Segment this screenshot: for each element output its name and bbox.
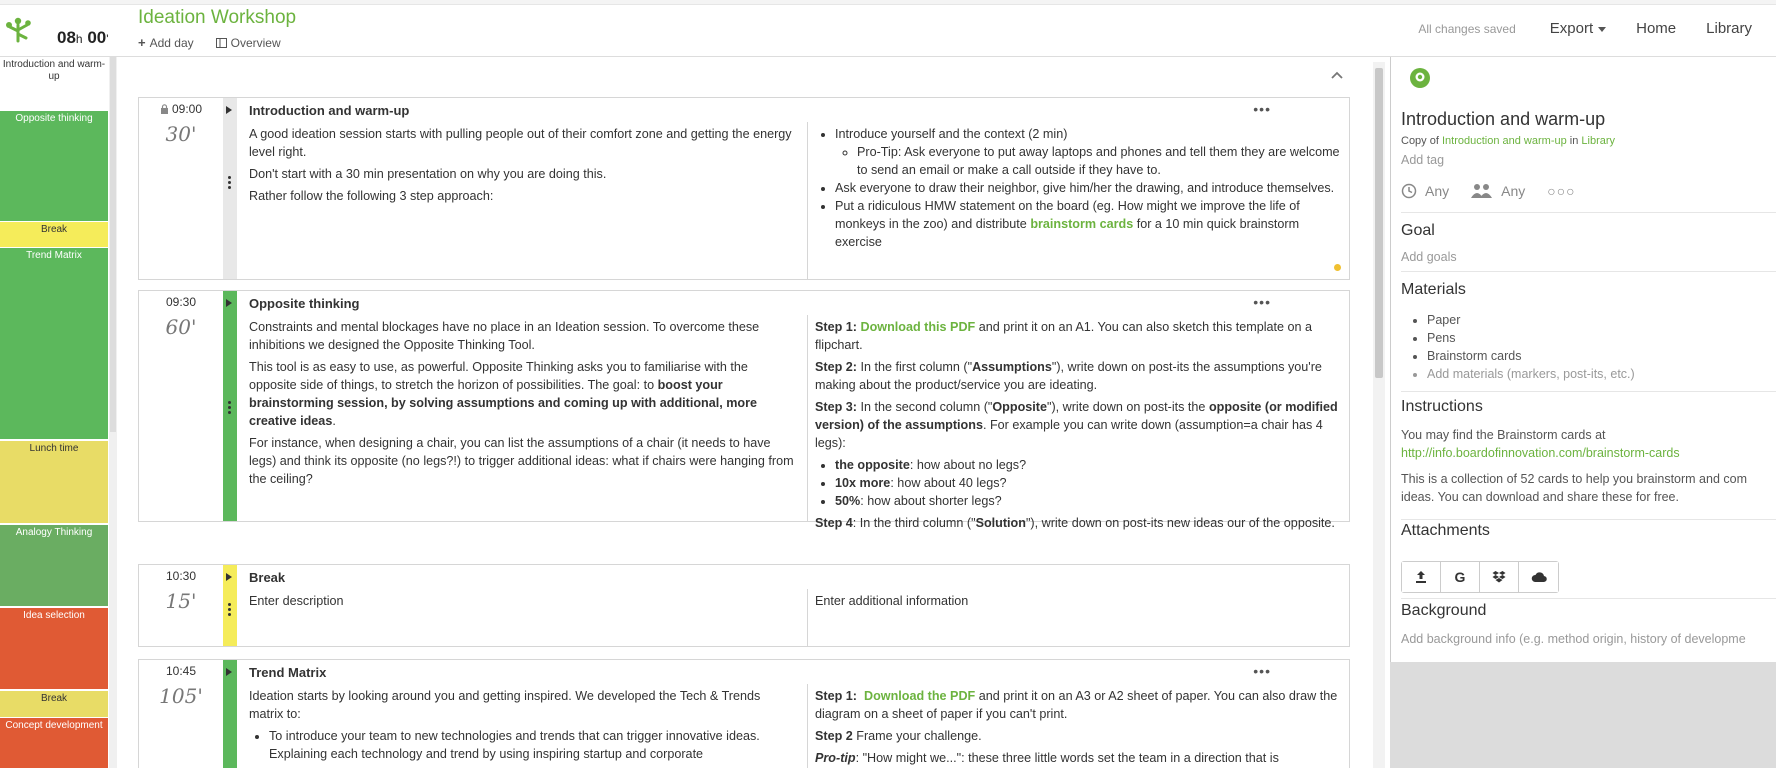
- column-divider: [807, 315, 808, 521]
- step-bold-text: opposite (or modified version) of the assumptions: [815, 400, 1338, 432]
- step-text: "), write down on post-its the assumptions you're making about the product/service you are ideating.: [815, 360, 1322, 392]
- block-time-column: [139, 660, 223, 768]
- block-time-column: [139, 98, 223, 279]
- instructions-text[interactable]: [1401, 426, 1747, 506]
- clock-icon: [1401, 183, 1417, 199]
- desc-paragraph: Rather follow the following 3 step approach:: [249, 189, 494, 203]
- instructions-line: You may find the Brainstorm cards at: [1401, 428, 1606, 442]
- tip-text: : "How might we...": these three little words set the team in a direction that is: [855, 751, 1279, 765]
- caret-down-icon: [1598, 27, 1606, 32]
- block-additional-info[interactable]: [815, 125, 1345, 251]
- desc-paragraph: Constraints and mental blockages have no place in an Ideation session. To overcome these inhibitions we designed the Opposite Thinking Tool.: [249, 320, 760, 352]
- duration-minutes-unit: ': [106, 32, 109, 46]
- step-text: Frame your challenge.: [852, 729, 982, 743]
- step-4: [815, 514, 1345, 532]
- desc-text: This tool is as easy to use, as powerful. Opposite Thinking asks you to familiarise with the opposite side of things, to stretch the horizon of possibilities. The goal: to: [249, 360, 748, 392]
- timeline-block-concept[interactable]: [0, 718, 108, 768]
- cloud-button[interactable]: [1519, 562, 1558, 592]
- add-tag-input[interactable]: Add tag: [1401, 153, 1445, 167]
- list-bold-text: 50%: [835, 494, 861, 508]
- column-divider: [807, 122, 808, 279]
- list-item: [835, 456, 1345, 474]
- divider: [1401, 391, 1776, 392]
- attachment-buttons: [1401, 561, 1559, 593]
- step-text: and print it on an A3 or A2 sheet of paper. You can also draw the diagram on a sheet of paper if you can't print.: [815, 689, 1338, 721]
- list-bold-text: the opposite: [835, 458, 910, 472]
- download-pdf-link[interactable]: Download this PDF: [860, 320, 976, 334]
- block-title[interactable]: Opposite thinking: [249, 296, 360, 311]
- agenda-block-intro[interactable]: [138, 97, 1350, 280]
- block-description[interactable]: [249, 318, 794, 492]
- details-panel: [1390, 57, 1776, 768]
- step-label: Step 3:: [815, 400, 857, 414]
- info-list: [815, 125, 1345, 251]
- timeline-label: Break: [40, 224, 68, 235]
- cloud-icon: [1531, 571, 1547, 583]
- save-status: All changes saved: [1418, 21, 1516, 36]
- block-start-time[interactable]: [139, 102, 223, 116]
- step-text: : In the third column (": [852, 516, 976, 530]
- brainstorm-cards-link[interactable]: brainstorm cards: [1030, 217, 1134, 231]
- desc-paragraph: A good ideation session starts with pulling people out of their comfort zone and getting the energy level right.: [249, 127, 792, 159]
- method-logo-icon: [1409, 67, 1431, 89]
- agenda-block-trend[interactable]: [138, 659, 1350, 768]
- app-header: [0, 0, 1776, 57]
- timeline-label: Analogy Thinking: [15, 527, 93, 538]
- library-link[interactable]: Library: [1706, 20, 1752, 37]
- block-additional-info[interactable]: [815, 318, 1345, 536]
- timeline-block-intro[interactable]: [0, 57, 108, 98]
- timeline-label: Opposite thinking: [15, 113, 93, 124]
- brainstorm-cards-url[interactable]: http://info.boardofinnovation.com/brainstorm-cards: [1401, 446, 1680, 460]
- timeline-block-lunch[interactable]: [0, 441, 108, 523]
- expand-arrow-icon[interactable]: [226, 299, 232, 307]
- block-color-bar[interactable]: [223, 291, 237, 521]
- method-meta: [1401, 183, 1576, 199]
- copy-of-text: Copy of: [1401, 135, 1439, 147]
- dropbox-icon: [1492, 570, 1506, 584]
- list-item-text: Put a ridiculous HMW statement on the board (eg. How might we improve the life of monkeys in the zoo) and distribute: [835, 199, 1300, 231]
- step-1: [815, 687, 1345, 723]
- block-time-text: 09:00: [171, 102, 203, 116]
- timeline-block-opposite[interactable]: [0, 111, 108, 221]
- timeline-label: Lunch time: [29, 443, 79, 454]
- divider: [1401, 519, 1776, 520]
- desc-paragraph: [249, 358, 794, 430]
- timeline-block-break[interactable]: [0, 222, 108, 247]
- desc-bold-text: boost your brainstorming session, by solving assumptions and coming up with additional, more creative ideas: [249, 378, 758, 428]
- pro-tip: [815, 749, 1345, 767]
- details-panel-content: [1390, 57, 1776, 662]
- step-label: Step 1:: [815, 689, 857, 703]
- timeline-label: Introduction and warm-up: [2, 59, 106, 82]
- copy-in-text: in: [1569, 135, 1579, 147]
- upload-button[interactable]: [1402, 562, 1441, 592]
- step-label: Step 2:: [815, 360, 857, 374]
- step-2: [815, 358, 1345, 394]
- step-text: . For example you can write down (assumption=a chair has 4 legs):: [815, 418, 1323, 450]
- block-start-time[interactable]: 10:30: [165, 569, 197, 583]
- group-size-selector[interactable]: Any: [1501, 183, 1526, 199]
- overview-button[interactable]: [216, 35, 281, 50]
- block-title[interactable]: Introduction and warm-up: [249, 103, 410, 118]
- timeline-scrollbar[interactable]: [109, 57, 117, 768]
- timeline-label: Break: [40, 693, 68, 704]
- material-item[interactable]: • Paper: [1427, 311, 1635, 329]
- header-actions: [138, 35, 281, 50]
- energy-level-selector[interactable]: ○○○: [1547, 183, 1576, 199]
- duration-minutes: 00: [87, 28, 107, 47]
- step-2: [815, 727, 1345, 745]
- list-item-text: Introduce yourself and the context (2 min): [835, 127, 1068, 141]
- block-duration[interactable]: 30': [165, 122, 197, 146]
- timeline-label: Concept development: [5, 720, 103, 731]
- step-text: In the second column (": [857, 400, 993, 414]
- export-menu[interactable]: [1550, 20, 1606, 37]
- desc-list: [249, 727, 794, 763]
- block-time-column: [139, 291, 223, 521]
- list-item: [835, 492, 1345, 510]
- more-options-icon[interactable]: •••: [1253, 663, 1271, 679]
- drag-handle-icon[interactable]: [228, 401, 231, 416]
- more-options-icon[interactable]: •••: [1253, 294, 1271, 310]
- step-label: Step 2: [815, 729, 853, 743]
- desc-paragraph: For instance, when designing a chair, you can list the assumptions of a chair (it needs to have legs) and think its opposite (no legs?!) to trigger additional ideas: what if chairs were hanging from the ceiling?: [249, 436, 794, 486]
- timeline-block-break-2[interactable]: [0, 691, 108, 717]
- dropbox-button[interactable]: [1480, 562, 1519, 592]
- materials-list: [1401, 311, 1635, 383]
- home-link[interactable]: Home: [1636, 20, 1677, 37]
- columns-icon: [216, 38, 227, 48]
- step-3: [815, 398, 1345, 452]
- block-title[interactable]: Break: [249, 570, 286, 585]
- download-pdf-link[interactable]: Download the PDF: [864, 689, 976, 703]
- material-item[interactable]: • Brainstorm cards: [1427, 347, 1635, 365]
- instructions-line: ideas. You can download and share these for free.: [1401, 490, 1679, 504]
- list-item: [835, 197, 1345, 251]
- main-scrollbar[interactable]: [1373, 62, 1385, 768]
- timeline-label: Trend Matrix: [26, 250, 82, 261]
- step-text: and print it on an A1. You can also sketch this template on a flipchart.: [815, 320, 1313, 352]
- list-item-text: : how about shorter legs?: [860, 494, 1002, 508]
- total-duration: [57, 28, 109, 48]
- desc-paragraph: Ideation starts by looking around you and getting inspired. We developed the Tech & Trends matrix to:: [249, 689, 761, 721]
- add-day-label: Add day: [149, 35, 194, 50]
- block-additional-info[interactable]: [815, 687, 1345, 768]
- lock-icon[interactable]: [160, 104, 169, 114]
- block-duration[interactable]: 60': [165, 315, 197, 339]
- block-start-time[interactable]: 09:30: [165, 295, 197, 309]
- library-link[interactable]: Library: [1581, 135, 1616, 147]
- agenda-block-break[interactable]: [138, 564, 1350, 647]
- list-bold-text: 10x more: [835, 476, 891, 490]
- instructions-heading: Instructions: [1401, 398, 1483, 415]
- divider: [1401, 212, 1776, 213]
- plus-icon: +: [138, 35, 146, 50]
- google-drive-button[interactable]: [1441, 562, 1480, 592]
- list-item-text: for a 10 min quick brainstorm exercise: [835, 217, 1300, 249]
- divider: [1401, 271, 1776, 272]
- expand-arrow-icon[interactable]: [226, 668, 232, 676]
- attachments-heading: Attachments: [1401, 522, 1490, 539]
- timeline-block-analogy[interactable]: [0, 525, 108, 606]
- main-scrollbar-thumb[interactable]: [1375, 68, 1383, 378]
- timeline-block-trend[interactable]: [0, 248, 108, 439]
- more-options-icon[interactable]: •••: [1253, 101, 1271, 117]
- step-text: "), write down on post-its the: [1046, 400, 1209, 414]
- goal-heading: Goal: [1401, 222, 1435, 239]
- step-bold-text: Assumptions: [972, 360, 1052, 374]
- list-item: ◦ Pro-Tip: Ask everyone to put away laptops and phones and tell them they are welcome to send an email or make a call outside if they have to.: [857, 143, 1345, 179]
- description-placeholder[interactable]: Enter description: [249, 594, 344, 608]
- add-background-input[interactable]: Add background info (e.g. method origin, history of developme: [1401, 632, 1746, 646]
- header-nav: [1418, 20, 1752, 37]
- export-label: Export: [1549, 20, 1594, 37]
- block-color-bar[interactable]: [223, 660, 237, 768]
- status-dot: [1334, 264, 1341, 271]
- list-item-text: : how about no legs?: [909, 458, 1027, 472]
- desc-text: .: [332, 414, 336, 428]
- example-list: [815, 456, 1345, 510]
- app-logo-icon[interactable]: [4, 14, 34, 44]
- agenda-main: [120, 57, 1370, 768]
- instructions-line: This is a collection of 52 cards to help you brainstorm and com: [1401, 472, 1748, 486]
- block-duration[interactable]: 105': [159, 684, 203, 708]
- agenda-block-opposite[interactable]: [138, 290, 1350, 530]
- divider: [1401, 598, 1776, 599]
- materials-heading: Materials: [1401, 281, 1466, 298]
- timeline-block-idea-selection[interactable]: [0, 608, 108, 689]
- block-description[interactable]: [249, 687, 794, 763]
- google-icon: G: [1454, 569, 1466, 585]
- drag-handle-icon[interactable]: [228, 603, 231, 618]
- desc-paragraph: Don't start with a 30 min presentation on why you are doing this.: [249, 167, 607, 181]
- step-label: Step 4: [815, 516, 853, 530]
- time-selector[interactable]: Any: [1425, 183, 1450, 199]
- background-heading: Background: [1401, 602, 1487, 619]
- list-item: • Ask everyone to draw their neighbor, give him/her the drawing, and introduce themselves.: [835, 179, 1345, 197]
- panel-title[interactable]: Introduction and warm-up: [1401, 109, 1606, 129]
- upload-icon: [1414, 570, 1428, 584]
- tip-label: Pro-tip: [815, 751, 856, 765]
- step-1: [815, 318, 1345, 354]
- workshop-title[interactable]: Ideation Workshop: [138, 7, 297, 28]
- timeline-scrollbar-thumb[interactable]: [110, 57, 116, 432]
- list-item-text: : how about 40 legs?: [890, 476, 1007, 490]
- list-item: [835, 125, 1345, 179]
- step-text: In the first column (": [857, 360, 973, 374]
- expand-arrow-icon[interactable]: [226, 573, 232, 581]
- step-bold-text: Solution: [975, 516, 1026, 530]
- chevron-up-icon[interactable]: [1330, 70, 1344, 80]
- expand-arrow-icon[interactable]: [226, 106, 232, 114]
- overview-label: Overview: [230, 35, 281, 50]
- block-start-time[interactable]: 10:45: [165, 664, 197, 678]
- block-color-bar[interactable]: [223, 565, 237, 646]
- timeline-sidebar: [0, 57, 109, 768]
- group-icon: [1471, 183, 1493, 199]
- copy-of-line: [1401, 135, 1615, 147]
- add-day-button[interactable]: [138, 35, 194, 50]
- add-materials-input[interactable]: • Add materials (markers, post-its, etc.): [1427, 365, 1635, 383]
- step-bold-text: Opposite: [992, 400, 1047, 414]
- block-time-column: [139, 565, 223, 646]
- block-title[interactable]: Trend Matrix: [249, 665, 327, 680]
- step-text: "), write down on post-its new ideas our of the opposite.: [1025, 516, 1335, 530]
- drag-handle-icon[interactable]: [228, 176, 231, 191]
- block-description[interactable]: [249, 125, 794, 209]
- additional-info-placeholder[interactable]: Enter additional information: [815, 594, 969, 608]
- list-item: • To introduce your team to new technologies and trends that can trigger innovative ideas. Explaining each technology and trend by using inspiring startup and corporate: [269, 727, 794, 763]
- timeline-label: Idea selection: [23, 610, 85, 621]
- duration-hours: 08: [57, 28, 76, 47]
- duration-hours-unit: h: [75, 32, 83, 46]
- block-duration[interactable]: 15': [165, 589, 197, 613]
- step-label: Step 1:: [815, 320, 857, 334]
- list-item: [835, 474, 1345, 492]
- source-method-link[interactable]: Introduction and warm-up: [1441, 135, 1567, 147]
- material-item[interactable]: • Pens: [1427, 329, 1635, 347]
- column-divider: [807, 589, 808, 646]
- add-goals-input[interactable]: Add goals: [1401, 250, 1457, 264]
- column-divider: [807, 684, 808, 768]
- top-strip: [0, 0, 1776, 5]
- block-color-bar[interactable]: [223, 98, 237, 279]
